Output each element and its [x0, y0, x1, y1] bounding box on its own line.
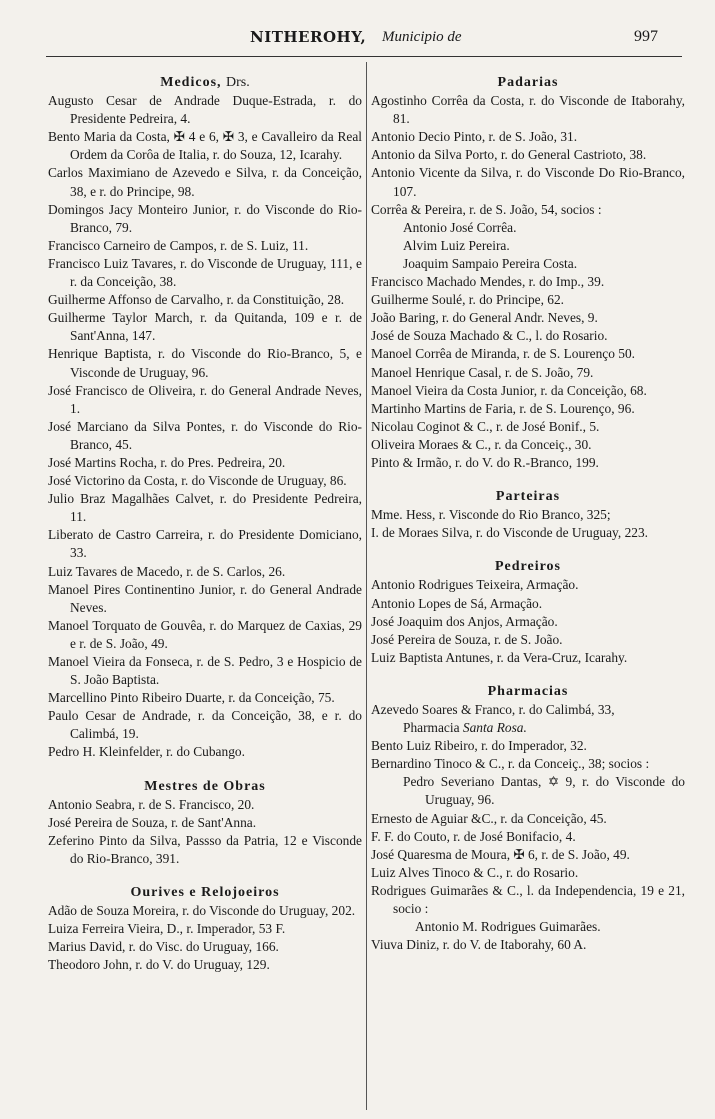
page-subtitle: Municipio de — [382, 29, 462, 45]
list-item: Antonio Rodrigues Teixeira, Armação. — [371, 577, 579, 593]
list-item: José Quaresma de Moura, ✠ 6, r. de S. João, 49. — [371, 846, 630, 862]
socio-item: Pedro Severiano Dantas, ✡ 9, r. do Visconde do Uruguay, 96. — [403, 774, 685, 808]
list-item: José Joaquim dos Anjos, Armação. — [371, 613, 558, 629]
list-item: Guilherme Soulé, r. do Principe, 62. — [371, 292, 565, 308]
section-heading-medicos — [48, 74, 362, 92]
page-number: 997 — [634, 28, 658, 45]
list-item: Adão de Souza Moreira, r. do Visconde do Uruguay, 202. — [48, 903, 356, 919]
section-heading-pharmacias: Pharmacias — [487, 683, 569, 699]
socio-item: Alvim Luiz Pereira. — [403, 237, 510, 253]
list-item: José Pereira de Souza, r. de S. João. — [371, 631, 563, 647]
list-item: Antonio da Silva Porto, r. do General Castrioto, 38. — [371, 147, 647, 163]
list-item: Ernesto de Aguiar &C., r. da Conceição, 45. — [371, 810, 607, 826]
pharmacy-name: Santa Rosa. — [462, 720, 527, 736]
list-item: Domingos Jacy Monteiro Junior, r. do Visconde do Rio-Branco, 79. — [48, 201, 362, 235]
list-item: Antonio Vicente da Silva, r. do Visconde Do Rio-Branco, 107. — [371, 165, 685, 199]
header-rule — [46, 56, 682, 57]
list-item: Martinho Martins de Faria, r. de S. Lourenço, 96. — [371, 400, 635, 416]
list-item: Nicolau Coginot & C., r. de José Bonif., 5. — [371, 418, 600, 434]
list-item: Francisco Carneiro de Campos, r. de S. Luiz, 11. — [48, 237, 309, 253]
heading-text: Medicos, — [160, 75, 222, 90]
list-item: Oliveira Moraes & C., r. da Conceiç., 30. — [371, 436, 592, 452]
list-item: Julio Braz Magalhães Calvet, r. do Presidente Pedreira, 11. — [48, 491, 362, 525]
list-item: José Victorino da Costa, r. do Visconde de Uruguay, 86. — [48, 473, 347, 489]
section-heading-mestres: Mestres de Obras — [144, 778, 266, 794]
list-item: Manoel Corrêa de Miranda, r. de S. Lourenço 50. — [371, 346, 636, 362]
list-item: F. F. do Couto, r. de José Bonifacio, 4. — [371, 828, 576, 844]
pharmacy-prefix: Pharmacia — [403, 720, 460, 736]
list-item: Corrêa & Pereira, r. de S. João, 54, socios : — [371, 201, 602, 217]
list-item: Manoel Torquato de Gouvêa, r. do Marquez de Caxias, 29 e r. de S. João, 49. — [48, 617, 362, 651]
list-item: Francisco Luiz Tavares, r. do Visconde de Uruguay, 111, e r. da Conceição, 38. — [48, 255, 362, 290]
heading-tail: Drs. — [226, 75, 250, 90]
list-item: Zeferino Pinto da Silva, Passso da Patria, 12 e Visconde do Rio-Branco, 391. — [48, 832, 362, 866]
list-item: João Baring, r. do General Andr. Neves, 9. — [371, 310, 598, 326]
section-heading-padarias: Padarias — [497, 75, 559, 90]
left-column — [48, 74, 362, 975]
list-item: Antonio Seabra, r. de S. Francisco, 20. — [48, 796, 255, 812]
list-item: José Marciano da Silva Pontes, r. do Visconde do Rio-Branco, 45. — [48, 418, 362, 452]
list-item: Agostinho Corrêa da Costa, r. do Visconde de Itaborahy, 81. — [371, 93, 685, 127]
list-item: Luiza Ferreira Vieira, D., r. Imperador, 53 F. — [48, 921, 286, 937]
list-item: Manoel Vieira da Costa Junior, r. da Conceição, 68. — [371, 382, 647, 398]
running-head — [0, 26, 715, 52]
list-item: Henrique Baptista, r. do Visconde do Rio-Branco, 5, e Visconde de Uruguay, 96. — [48, 346, 362, 380]
list-item: Augusto Cesar de Andrade Duque-Estrada, r. do Presidente Pedreira, 4. — [48, 93, 362, 127]
list-item: Liberato de Castro Carreira, r. do Presidente Domiciano, 33. — [48, 527, 362, 561]
list-item: Guilherme Affonso de Carvalho, r. da Constituição, 28. — [48, 292, 345, 308]
section-heading-ourives: Ourives e Relojoeiros — [130, 885, 280, 901]
list-item: José Francisco de Oliveira, r. do General Andrade Neves, 1. — [48, 382, 362, 416]
list-item: Pinto & Irmão, r. do V. do R.-Branco, 199. — [371, 454, 599, 470]
list-item: Azevedo Soares & Franco, r. do Calimbá, 33, — [371, 702, 615, 717]
list-item: Manoel Pires Continentino Junior, r. do General Andrade Neves. — [48, 581, 362, 615]
list-item: Paulo Cesar de Andrade, r. da Conceição, 38, e r. do Calimbá, 19. — [48, 708, 362, 742]
socio-item: Joaquim Sampaio Pereira Costa. — [403, 255, 578, 271]
page-title: NITHEROHY, — [250, 28, 367, 46]
list-item: Luiz Alves Tinoco & C., r. do Rosario. — [371, 864, 579, 880]
pharmacy-name-line — [371, 719, 685, 737]
list-item: Manoel Vieira da Fonseca, r. de S. Pedro, 3 e Hospicio de S. João Baptista. — [48, 654, 362, 688]
right-column — [371, 74, 685, 954]
section-heading-pedreiros: Pedreiros — [494, 559, 562, 575]
list-item: Carlos Maximiano de Azevedo e Silva, r. da Conceição, 38, e r. do Principe, 98. — [48, 165, 362, 199]
list-item: Rodrigues Guimarães & C., l. da Independencia, 19 e 21, socio : — [371, 882, 685, 917]
section-heading-parteiras: Parteiras — [495, 489, 561, 505]
socio-item: Antonio José Corrêa. — [403, 219, 517, 235]
column-divider — [366, 62, 367, 1110]
list-item: Bento Maria da Costa, ✠ 4 e 6, ✠ 3, e Cavalleiro da Real Ordem da Corôa de Italia, r. do Souza, 12, Icarahy. — [48, 129, 362, 163]
list-item: Luiz Baptista Antunes, r. da Vera-Cruz, Icarahy. — [371, 649, 628, 665]
list-item: I. de Moraes Silva, r. do Visconde de Uruguay, 223. — [371, 525, 648, 541]
list-item: Marius David, r. do Visc. do Uruguay, 166. — [48, 939, 279, 955]
list-item: Marcellino Pinto Ribeiro Duarte, r. da Conceição, 75. — [48, 690, 335, 706]
list-item: Pedro H. Kleinfelder, r. do Cubango. — [48, 744, 245, 760]
list-item: Antonio Lopes de Sá, Armação. — [371, 595, 543, 611]
list-item: José Pereira de Souza, r. de Sant'Anna. — [48, 814, 257, 830]
list-item: Bento Luiz Ribeiro, r. do Imperador, 32. — [371, 738, 587, 754]
list-item: Antonio Decio Pinto, r. de S. João, 31. — [371, 129, 578, 145]
list-item: Theodoro John, r. do V. do Uruguay, 129. — [48, 957, 270, 973]
list-item: Guilherme Taylor March, r. da Quitanda, 109 e r. de Sant'Anna, 147. — [48, 310, 362, 344]
list-item: Bernardino Tinoco & C., r. da Conceiç., 38; socios : — [371, 756, 650, 772]
list-item: José Martins Rocha, r. do Pres. Pedreira, 20. — [48, 454, 286, 470]
list-item: José de Souza Machado & C., l. do Rosario. — [371, 328, 608, 344]
list-item: Francisco Machado Mendes, r. do Imp., 39. — [371, 274, 605, 290]
list-item: Viuva Diniz, r. do V. de Itaborahy, 60 A. — [371, 937, 587, 953]
list-item: Luiz Tavares de Macedo, r. de S. Carlos, 26. — [48, 563, 286, 579]
socio-item: Antonio M. Rodrigues Guimarães. — [415, 919, 601, 935]
list-item: Mme. Hess, r. Visconde do Rio Branco, 325; — [371, 507, 611, 523]
list-item: Manoel Henrique Casal, r. de S. João, 79. — [371, 364, 594, 380]
